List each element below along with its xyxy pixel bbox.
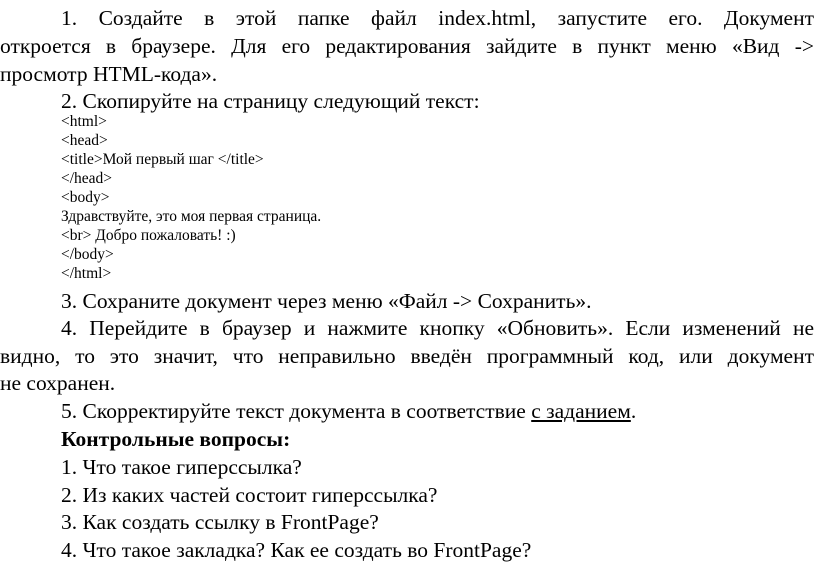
step-4-line-1: 4. Перейдите в браузер и нажмите кнопку «Обновить». Если изменений не [61, 316, 814, 340]
code-line-html-open: <html> [61, 113, 107, 130]
question-4: 4. Что такое закладка? Как ее создать во FrontPage? [61, 538, 532, 562]
step-4-line-3: не сохранен. [0, 371, 116, 395]
step-2-text: 2. Скопируйте на страницу следующий текст: [61, 89, 480, 113]
question-3: 3. Как создать ссылку в FrontPage? [61, 510, 379, 534]
code-line-welcome: <br> Добро пожаловать! :) [61, 227, 236, 244]
code-line-head-open: <head> [61, 132, 108, 149]
step-1-line-3: просмотр HTML-кода». [0, 62, 218, 86]
question-2: 2. Из каких частей состоит гиперссылка? [61, 483, 438, 507]
step-1-line-1: 1. Создайте в этой папке файл index.html, запустите его. Документ [61, 6, 814, 30]
code-line-html-close: </html> [61, 265, 112, 282]
step-5-line [61, 398, 814, 424]
step-5-end: . [630, 399, 637, 423]
step-3-text: 3. Сохраните документ через меню «Файл -> Сохранить». [61, 289, 592, 313]
questions-heading: Контрольные вопросы: [61, 427, 291, 451]
code-line-body-open: <body> [61, 189, 110, 206]
step-5-text: 5. Скорректируйте текст документа в соответствие [61, 399, 532, 423]
step-1-line-2: откроется в браузере. Для его редактирования зайдите в пункт меню «Вид -> [0, 34, 814, 58]
code-line-greeting: Здравствуйте, это моя первая страница. [61, 208, 322, 225]
question-1: 1. Что такое гиперссылка? [61, 455, 302, 479]
code-line-body-close: </body> [61, 246, 114, 263]
code-line-head-close: </head> [61, 170, 113, 187]
task-link[interactable]: с заданием [531, 399, 631, 423]
code-line-title: <title>Мой первый шаг </title> [61, 151, 264, 168]
step-4-line-2: видно, то это значит, что неправильно введён программный код, или документ [0, 344, 814, 368]
